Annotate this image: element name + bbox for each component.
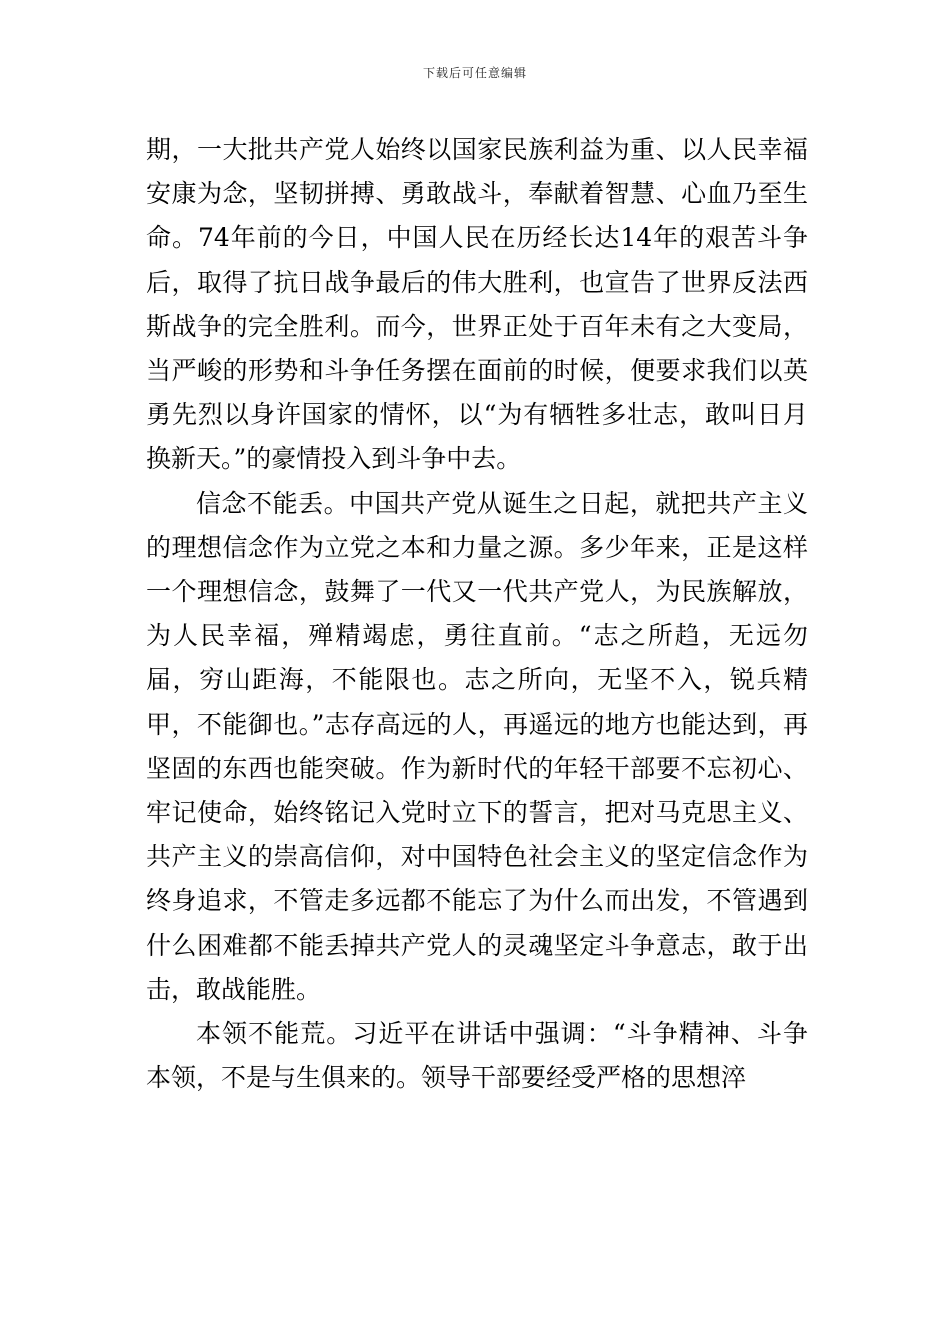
paragraph: 信念不能丢。中国共产党从诞生之日起，就把共产主义的理想信念作为立党之本和力量之源。多少年来，正是这样一个理想信念，鼓舞了一代又一代共产党人，为民族解放，为人民幸福，殚精竭虑，勇往直前。“志之所趋，无远勿届，穷山距海，不能限也。志之所向，无坚不入，锐兵精甲，不能御也。”志存高远的人，再遥远的地方也能达到，再坚固的东西也能突破。作为新时代的年轻干部要不忘初心、牢记使命，始终铭记入党时立下的誓言，把对马克思主义、共产主义的崇高信仰，对中国特色社会主义的坚定信念作为终身追求，不管走多远都不能忘了为什么而出发，不管遇到什么困难都不能丢掉共产党人的灵魂坚定斗争意志，敢于出击，敢战能胜。 (146, 488, 808, 1004)
paragraph: 期，一大批共产党人始终以国家民族利益为重、以人民幸福安康为念，坚韧拼搏、勇敢战斗，奉献着智慧、心血乃至生命。74年前的今日，中国人民在历经长达14年的艰苦斗争后，取得了抗日战争最后的伟大胜利，也宣告了世界反法西斯战争的完全胜利。而今，世界正处于百年未有之大变局，当严峻的形势和斗争任务摆在面前的时候，便要求我们以英勇先烈以身许国家的情怀，以“为有牺牲多壮志，敢叫日月换新天。”的豪情投入到斗争中去。 (146, 135, 808, 474)
document-body (146, 128, 808, 1100)
paragraph: 本领不能荒。习近平在讲话中强调：“斗争精神、斗争本领，不是与生俱来的。领导干部要经受严格的思想淬 (146, 1019, 808, 1093)
page-header: 下载后可任意编辑 (422, 66, 527, 80)
